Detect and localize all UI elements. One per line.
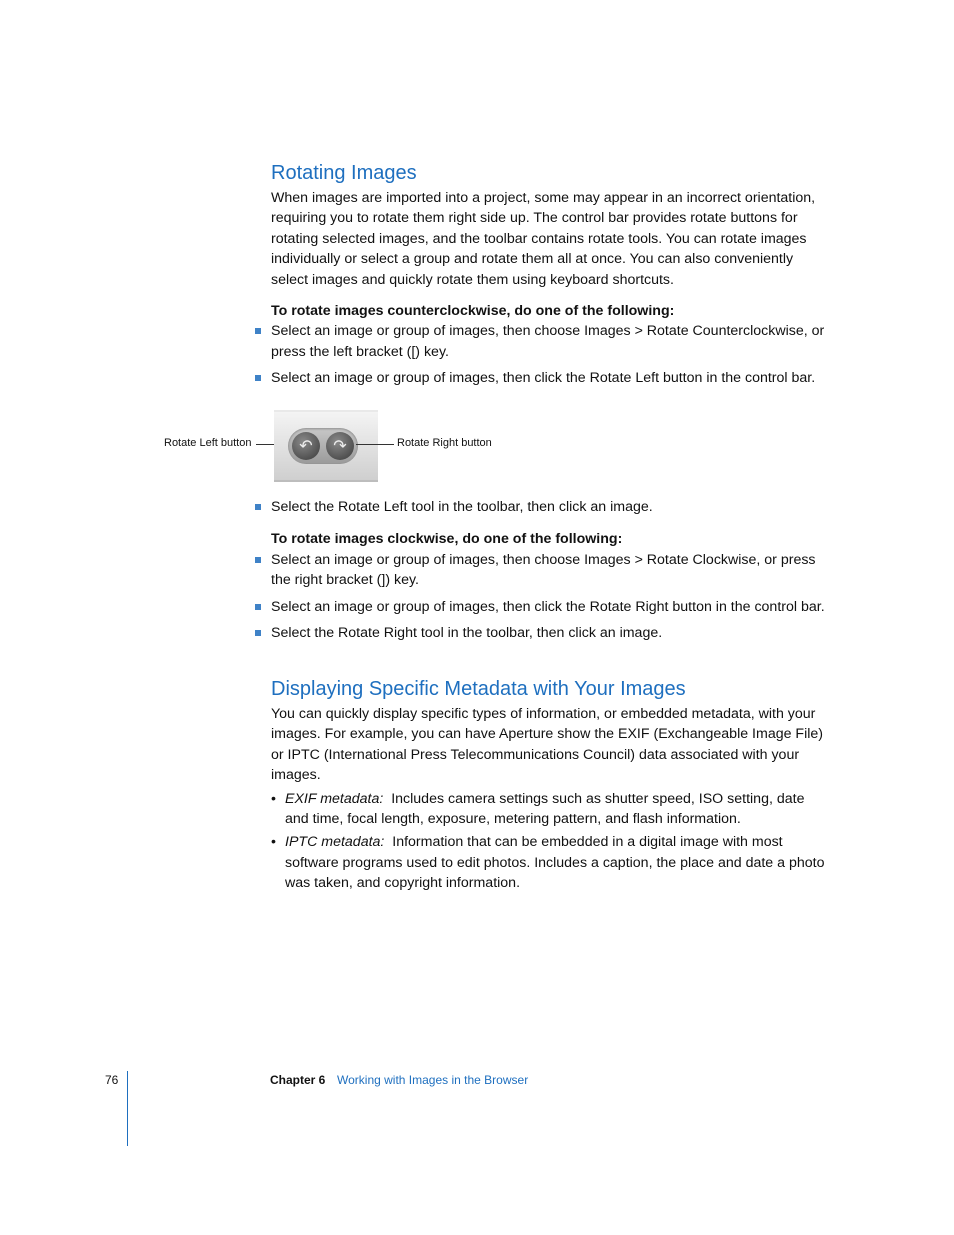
chapter-title-link[interactable]: Working with Images in the Browser (337, 1073, 529, 1087)
bullet-icon (255, 604, 261, 610)
section-rotating-images-cont (271, 497, 831, 643)
list-item: Select an image or group of images, then choose Images > Rotate Clockwise, or press the right bracket (]) key. (271, 550, 831, 591)
footer-rule (127, 1071, 128, 1146)
bullet-icon (255, 375, 261, 381)
cw-list (271, 550, 831, 644)
ccw-list-cont (271, 497, 831, 517)
procedure-heading-cw: To rotate images clockwise, do one of the following: (271, 531, 623, 548)
list-item: Select the Rotate Right tool in the toolbar, then click an image. (271, 623, 831, 643)
section-rotating-images (271, 160, 831, 389)
bullet-icon (255, 630, 261, 636)
rotate-button-group (288, 428, 358, 464)
section-metadata (271, 676, 831, 894)
metadata-list (271, 789, 831, 894)
figure-caption-left: Rotate Left button (164, 437, 252, 449)
ccw-list (271, 321, 831, 388)
list-item: • EXIF metadata: Includes camera settings such as shutter speed, ISO setting, date and time, focal length, exposure, metering pattern, and flash information. (271, 790, 805, 828)
bullet-icon (255, 328, 261, 334)
callout-line-right (356, 444, 394, 445)
page-number: 76 (105, 1073, 119, 1087)
rotate-left-icon[interactable]: ↶ (292, 432, 320, 460)
bullet-dot: • (271, 834, 276, 851)
list-item: • IPTC metadata: Information that can be embedded in a digital image with most software programs used to edit photos. Includes a caption, the place and date a photo was taken, and copyright information. (271, 834, 825, 892)
intro-paragraph: You can quickly display specific types of information, or embedded metadata, with your images. For example, you can have Aperture show the EXIF (Exchangeable Image File) or IPTC (International Press Telecommunications Council) data associated with your images. (271, 706, 824, 784)
section-heading: Displaying Specific Metadata with Your Images (271, 678, 686, 700)
rotate-right-icon[interactable]: ↷ (326, 432, 354, 460)
intro-paragraph: When images are imported into a project, some may appear in an incorrect orientation, requiring you to rotate them right side up. The control bar provides rotate buttons for rotating selected images, and the toolbar contains rotate tools. You can rotate images individually or select a group and rotate them all at once. You can also conveniently select images and quickly rotate them using keyboard shortcuts. (271, 190, 816, 288)
control-bar-panel (274, 410, 378, 482)
chapter-label: Chapter 6 (270, 1073, 326, 1087)
section-heading: Rotating Images (271, 162, 417, 184)
bullet-icon (255, 504, 261, 510)
rotate-buttons-figure (160, 410, 500, 480)
procedure-heading-ccw: To rotate images counterclockwise, do one of the following: (271, 303, 675, 320)
list-item: Select an image or group of images, then click the Rotate Left button in the control bar. (271, 368, 831, 388)
list-item: Select the Rotate Left tool in the toolbar, then click an image. (271, 497, 831, 517)
list-item: Select an image or group of images, then choose Images > Rotate Counterclockwise, or press the left bracket ([) key. (271, 321, 831, 362)
figure-caption-right: Rotate Right button (397, 437, 492, 449)
list-item: Select an image or group of images, then click the Rotate Right button in the control bar. (271, 597, 831, 617)
bullet-dot: • (271, 790, 276, 807)
bullet-icon (255, 557, 261, 563)
